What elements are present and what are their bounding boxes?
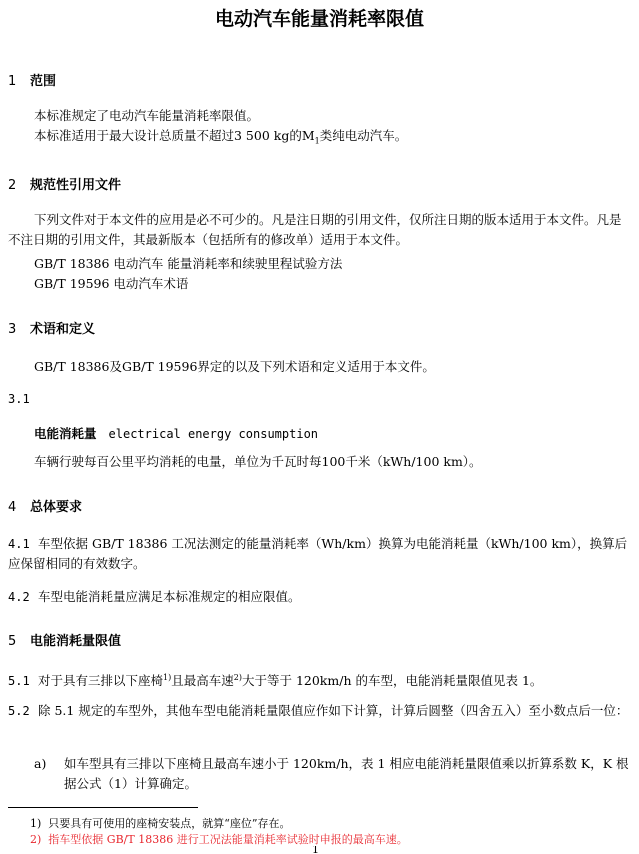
clause-text: 车型依据 GB/T 18386 工况法测定的能量消耗率（Wh/km）换算为电能消耗量（kWh/100 km），换算后应保留相同的有效数字。 [8,536,628,571]
clause-text: 车型电能消耗量应满足本标准规定的相应限值。 [38,589,301,604]
section-5-heading [8,630,121,649]
footnote-ref-2: 2) [233,673,242,682]
clause-text-b: 且最高车速 [171,673,234,689]
section-4-heading [8,496,82,515]
section-3-heading [8,318,95,337]
scope-paragraph-1: 本标准规定了电动汽车能量消耗率限值。 [34,108,260,123]
scope-text-a: 本标准适用于最大设计总质量不超过3 500 kg的M [34,128,315,143]
section-title: 总体要求 [30,500,83,515]
section-title: 规范性引用文件 [30,178,122,193]
clause-text-a: 对于具有三排以下座椅 [38,673,164,689]
subclause-number: 3.1 [8,392,30,406]
reference-item: GB/T 19596 电动汽车术语 [34,276,189,291]
list-item-a-text: 如车型具有三排以下座椅且最高车速小于 120km/h，表 1 相应电能消耗量限值乘以折算系数 K，K 根据公式（1）计算确定。 [64,756,629,791]
clause-5-1 [8,668,542,691]
clause-5-2 [8,701,632,721]
footnote-text: 只要具有可使用的座椅安装点，就算“座位”存在。 [48,817,291,830]
clause-4-1 [8,534,632,574]
clause-text: 除 5.1 规定的车型外，其他车型电能消耗量限值应作如下计算，计算后圆整（四舍五入）至小数点后一位： [38,703,629,718]
section-title: 范围 [30,74,57,89]
clause-number: 5.1 [8,674,30,689]
reference-item: GB/T 18386 电动汽车 能量消耗率和续驶里程试验方法 [34,256,343,271]
footnote-2 [30,831,408,847]
term-english: electrical energy consumption [108,427,319,441]
section-number: 2 [8,178,17,193]
scope-text-b: 类纯电动汽车。 [319,128,408,143]
clause-4-2 [8,587,301,607]
scope-paragraph-2 [34,126,407,152]
page-number: 1 [312,846,319,854]
section-number: 5 [8,634,17,649]
clause-number: 4.1 [8,537,30,551]
scope-subscript: 1 [314,136,320,146]
footnote-number: 2) [30,833,42,846]
footnote-1 [30,815,291,831]
section-title: 术语和定义 [30,322,96,337]
section-number: 3 [8,322,17,337]
clause-text-c: 大于等于 120km/h 的车型，电能消耗量限值见表 1。 [241,673,543,689]
footnote-number: 1) [30,817,42,830]
section-2-heading [8,174,121,193]
section-1-heading [8,70,56,89]
footnote-separator [8,807,198,808]
term-entry [34,423,318,442]
section-title: 电能消耗量限值 [30,634,122,649]
clause-number: 4.2 [8,590,30,604]
term-chinese: 电能消耗量 [34,426,97,441]
page-title: 电动汽车能量消耗率限值 [214,8,424,30]
section-number: 4 [8,500,17,515]
footnote-ref-1: 1) [163,673,172,682]
term-definition: 车辆行驶每百公里平均消耗的电量，单位为千瓦时每100千米（kWh/100 km）。 [34,454,482,469]
footnote-text: 指车型依据 GB/T 18386 进行工况法能量消耗率试验时申报的最高车速。 [48,833,408,846]
terms-paragraph: GB/T 18386及GB/T 19596界定的以及下列术语和定义适用于本文件。 [34,359,435,374]
clause-number: 5.2 [8,704,30,718]
list-item-a-label: a) [34,756,47,771]
normative-references-paragraph: 下列文件对于本文件的应用是必不可少的。凡是注日期的引用文件，仅所注日期的版本适用于本文件。凡是不注日期的引用文件，其最新版本（包括所有的修改单）适用于本文件。 [8,212,622,247]
section-number: 1 [8,74,17,89]
